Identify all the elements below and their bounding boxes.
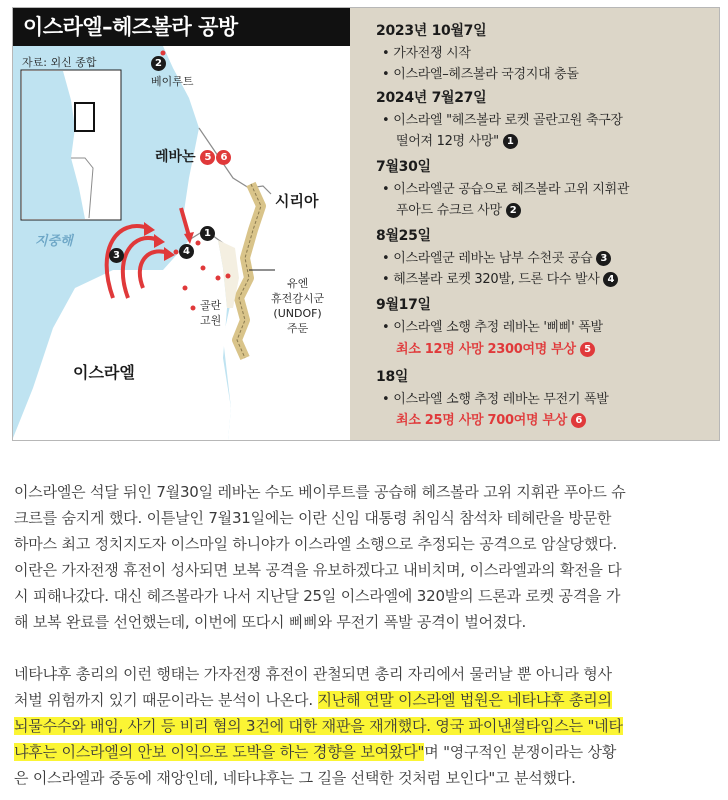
sea-label: 지중해 [35,234,73,249]
source-label: 자료: 외신 종합 [22,56,97,69]
timeline-marker-6: 6 [571,413,586,428]
timeline-date: 9월17일 [376,297,431,313]
syria-label: 시리아 [275,192,319,210]
timeline-item: • 이스라엘군 공습으로 헤즈볼라 고위 지휘관 [382,182,630,197]
paragraph-line: 네타냐후 총리의 이런 행태는 가자전쟁 휴전이 관철되면 총리 자리에서 물러날 뿐 아니라 형사 [14,665,612,683]
article-paragraph-2 [14,661,714,791]
timeline-casualties: 최소 25명 사망 700여명 부상 6 [396,409,586,428]
highlighted-text: 뇌물수수와 배임, 사기 등 비리 혐의 3건에 대한 재판을 재개했다. 영국 파이낸셜타임스는 "네타 [14,717,623,735]
paragraph-line: 이란은 가자전쟁 휴전이 성사되면 보복 공격을 유보하겠다고 내비치며, 이스라엘과의 확전을 다 [14,561,622,579]
lebanon-label: 레바논 5 6 [155,146,231,166]
israel-label: 이스라엘 [73,363,135,382]
lebanon-marker-6: 6 [216,150,231,165]
infographic-title: 이스라엘–헤즈볼라 공방 [13,8,350,46]
timeline-marker-1: 1 [503,134,518,149]
timeline-marker-4: 4 [603,272,618,287]
infographic [12,7,720,441]
map-marker-1: 1 [200,226,215,241]
paragraph-line: 냐후는 이스라엘의 안보 이익으로 도박을 하는 경향을 보여왔다"며 "영구적인 분쟁이라는 상황 [14,743,617,761]
timeline-marker-3: 3 [596,251,611,266]
paragraph-line: 크르를 숨지게 했다. 이튿날인 7월31일에는 이란 신임 대통령 취임식 참석차 테헤란을 방문한 [14,509,612,527]
paragraph-line: 이스라엘은 석달 뒤인 7월30일 레바논 수도 베이루트를 공습해 헤즈볼라 고위 지휘관 푸아드 슈 [14,483,626,501]
beirut-marker: 2 [151,56,166,71]
timeline-item: • 이스라엘 "헤즈볼라 로켓 골란고원 축구장 [382,113,623,128]
timeline-date: 7월30일 [376,159,431,175]
timeline-date: 18일 [376,369,409,385]
article-paragraph-1 [14,479,714,635]
map-graphic [13,8,350,440]
golan-label: 골란 고원 [200,299,222,327]
timeline-item: • 이스라엘군 레바논 남부 수천곳 공습 3 [382,247,611,266]
map [13,8,350,440]
timeline-item: • 헤즈볼라 로켓 320발, 드론 다수 발사 4 [382,268,618,287]
paragraph-line: 처벌 위험까지 있기 때문이라는 분석이 나온다. 지난해 연말 이스라엘 법원은 네타냐후 총리의 [14,691,612,709]
timeline-date: 2023년 10월7일 [376,23,487,39]
timeline-marker-5: 5 [580,342,595,357]
timeline-panel [350,8,719,440]
timeline-item: • 이스라엘–헤즈볼라 국경지대 충돌 [382,67,579,82]
timeline-date: 2024년 7월27일 [376,90,487,106]
paragraph-line: 은 이스라엘과 중동에 재앙인데, 네타냐후는 그 길을 선택한 것처럼 보인다"고 분석했다. [14,769,576,787]
timeline-item: • 이스라엘 소행 추정 레바논 '삐삐' 폭발 [382,320,603,335]
timeline-casualties: 최소 12명 사망 2300여명 부상 5 [396,338,595,357]
paragraph-line: 시 피해나갔다. 대신 헤즈볼라가 나서 지난달 25일 이스라엘에 320발의 드론과 로켓 공격을 가 [14,587,621,605]
highlighted-text: 냐후는 이스라엘의 안보 이익으로 도박을 하는 경향을 보여왔다" [14,743,425,761]
paragraph-line [14,713,714,739]
timeline-item: 떨어져 12명 사망" 1 [396,130,518,149]
timeline-date: 8월25일 [376,228,431,244]
beirut-label: 베이루트 [151,75,194,88]
map-marker-3: 3 [109,248,124,263]
highlighted-text: 지난해 연말 이스라엘 법원은 네타냐후 총리의 [317,691,612,709]
paragraph-line: 해 보복 완료를 선언했는데, 이번에 또다시 삐삐와 무전기 폭발 공격이 벌어졌다. [14,613,527,631]
paragraph-line: 하마스 최고 정치지도자 이스마일 하니야가 이스라엘 소행으로 추정되는 공격으로 암살당했다. [14,535,617,553]
undof-label: 유엔 휴전감시군 (UNDOF) 주둔 [271,277,325,335]
timeline-item: 푸아드 슈크르 사망 2 [396,199,521,218]
timeline-item: • 가자전쟁 시작 [382,46,471,61]
lebanon-marker-5: 5 [200,150,215,165]
map-marker-4: 4 [179,244,194,259]
timeline-marker-2: 2 [506,203,521,218]
timeline-item: • 이스라엘 소행 추정 레바논 무전기 폭발 [382,392,609,407]
